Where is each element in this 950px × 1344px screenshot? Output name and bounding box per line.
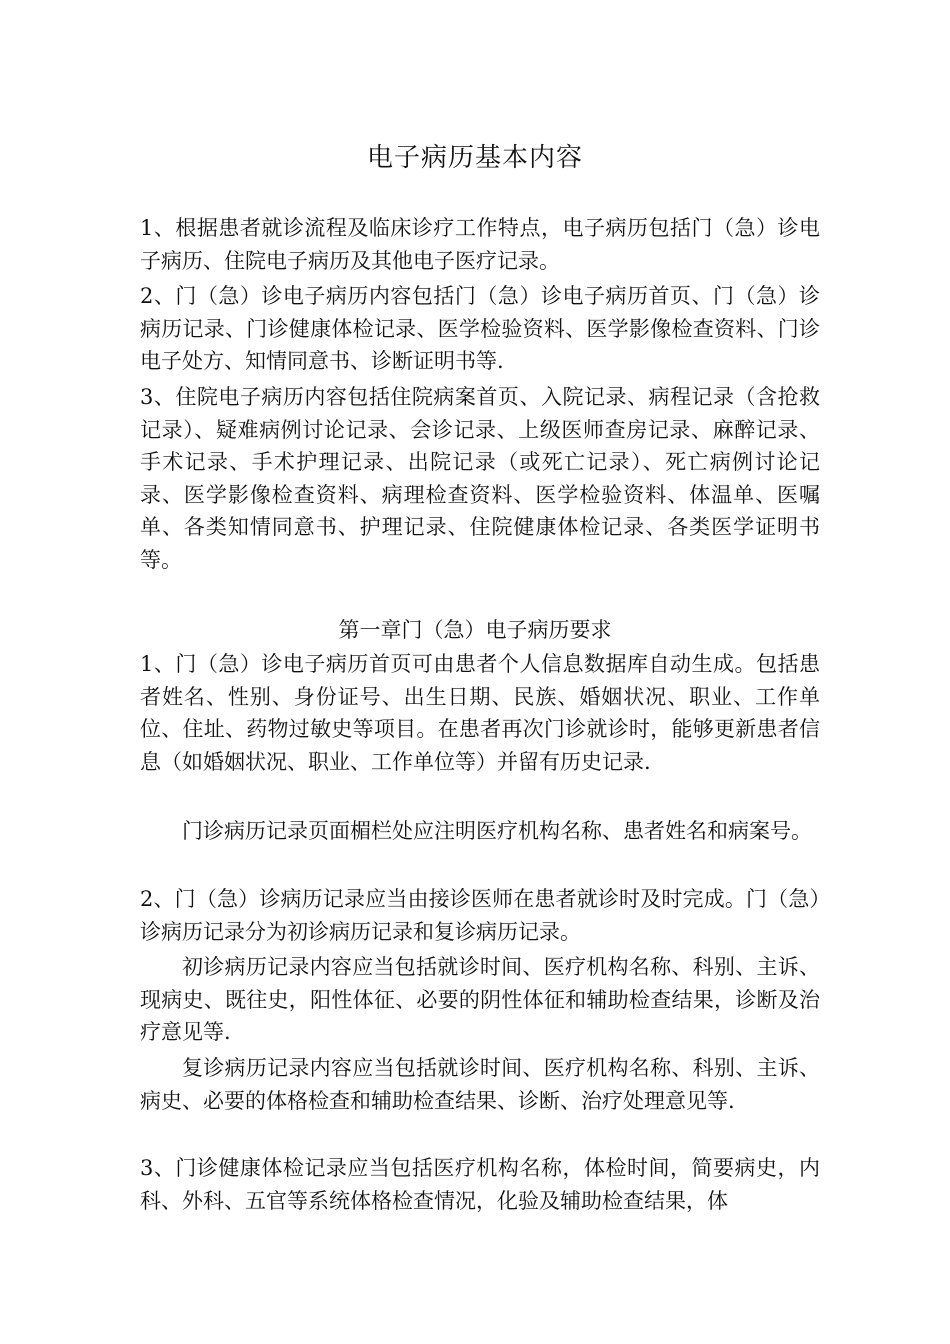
chapter-paragraph-2: 门诊病历记录页面楣栏处应注明医疗机构名称、患者姓名和病案号。 [182,819,812,843]
chapter-paragraph-1: 1、门（急）诊电子病历首页可由患者个人信息数据库自动生成。包括患者姓名、性别、身份证号、出生日期、民族、婚姻状况、职业、工作单位、住址、药物过敏史等项目。在患者再次门诊就诊时，能够更新患者信息（如婚姻状况、职业、工作单位等）并留有历史记录. [140,652,820,774]
intro-item-3: 3、住院电子病历内容包括住院病案首页、入院记录、病程记录（含抢救记录）、疑难病例讨论记录、会诊记录、上级医师查房记录、麻醉记录、手术记录、手术护理记录、出院记录（或死亡记录）、死亡病例讨论记录、医学影像检查资料、病理检查资料、医学检验资料、体温单、医嘱单、各类知情同意书、护理记录、住院健康体检记录、各类医学证明书等。 [140,385,820,572]
chapter-paragraph-4: 初诊病历记录内容应当包括就诊时间、医疗机构名称、科别、主诉、现病史、既往史，阳性体征、必要的阴性体征和辅助检查结果，诊断及治疗意见等. [140,955,820,1044]
chapter-title: 第一章门（急）电子病历要求 [338,618,612,642]
intro-item-1: 1、根据患者就诊流程及临床诊疗工作特点，电子病历包括门（急）诊电子病历、住院电子病历及其他电子医疗记录。 [140,216,820,273]
chapter-paragraph-3: 2、门（急）诊病历记录应当由接诊医师在患者就诊时及时完成。门（急）诊病历记录分为初诊病历记录和复诊病历记录。 [140,887,820,944]
document-title: 电子病历基本内容 [366,143,583,173]
chapter-paragraph-5: 复诊病历记录内容应当包括就诊时间、医疗机构名称、科别、主诉、病史、必要的体格检查和辅助检查结果、诊断、治疗处理意见等. [140,1056,820,1113]
chapter-paragraph-6: 3、门诊健康体检记录应当包括医疗机构名称，体检时间，简要病史，内科、外科、五官等系统体格检查情况，化验及辅助检查结果，体 [140,1156,820,1213]
intro-item-2: 2、门（急）诊电子病历内容包括门（急）诊电子病历首页、门（急）诊病历记录、门诊健康体检记录、医学检验资料、医学影像检查资料、门诊电子处方、知情同意书、诊断证明书等. [140,284,820,373]
